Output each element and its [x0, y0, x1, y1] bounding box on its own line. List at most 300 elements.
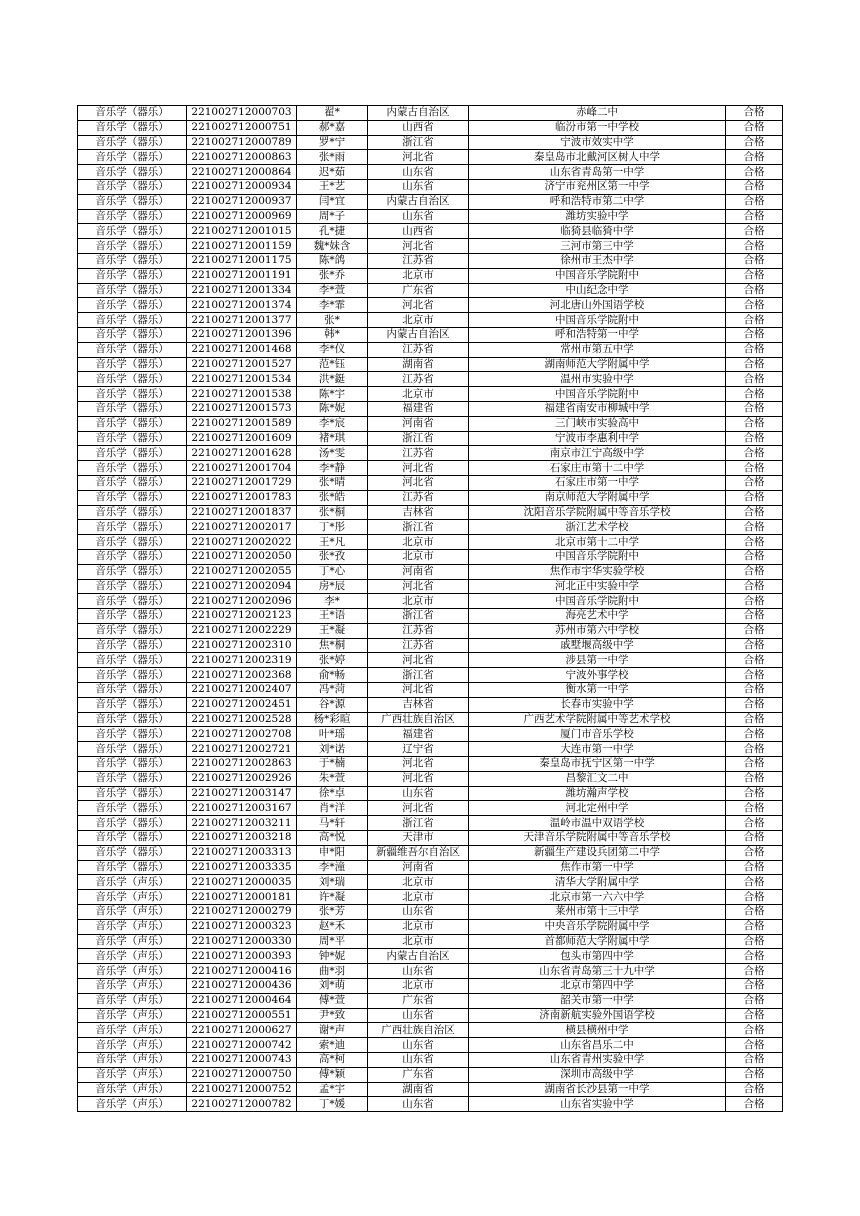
table-row: [78, 357, 783, 372]
result-cell: 合格: [726, 919, 783, 934]
major-cell: 音乐学（声乐）: [78, 949, 187, 964]
table-row: [78, 964, 783, 979]
major-cell: 音乐学（器乐）: [78, 520, 187, 535]
name-cell: 张*晴: [297, 475, 368, 490]
table-row: [78, 165, 783, 180]
school-cell: 临汾市第一中学校: [469, 120, 726, 135]
exam-id-cell: 221002712003335: [187, 860, 297, 875]
major-cell: 音乐学（器乐）: [78, 283, 187, 298]
name-cell: 褚*琪: [297, 431, 368, 446]
major-cell: 音乐学（器乐）: [78, 860, 187, 875]
name-cell: 赵*禾: [297, 919, 368, 934]
province-cell: 河北省: [368, 653, 469, 668]
table-row: [78, 1097, 783, 1112]
name-cell: 曲*羽: [297, 964, 368, 979]
school-cell: 赤峰二中: [469, 106, 726, 121]
school-cell: 河北唐山外国语学校: [469, 298, 726, 313]
result-cell: 合格: [726, 431, 783, 446]
name-cell: 张*婷: [297, 653, 368, 668]
school-cell: 衡水第一中学: [469, 683, 726, 698]
table-row: [78, 771, 783, 786]
province-cell: 浙江省: [368, 135, 469, 150]
major-cell: 音乐学（器乐）: [78, 727, 187, 742]
exam-id-cell: 221002712001538: [187, 387, 297, 402]
school-cell: 长春市实验中学: [469, 697, 726, 712]
province-cell: 江苏省: [368, 638, 469, 653]
province-cell: 广西壮族自治区: [368, 1023, 469, 1038]
school-cell: 南京市江宁高级中学: [469, 446, 726, 461]
table-row: [78, 845, 783, 860]
result-cell: 合格: [726, 520, 783, 535]
exam-id-cell: 221002712000789: [187, 135, 297, 150]
school-cell: 北京市第十二中学: [469, 535, 726, 550]
name-cell: 陈*妮: [297, 401, 368, 416]
name-cell: 王*艺: [297, 179, 368, 194]
table-row: [78, 535, 783, 550]
major-cell: 音乐学（器乐）: [78, 771, 187, 786]
exam-id-cell: 221002712001783: [187, 490, 297, 505]
school-cell: 清华大学附属中学: [469, 875, 726, 890]
table-row: [78, 742, 783, 757]
province-cell: 吉林省: [368, 505, 469, 520]
school-cell: 临猗县临猗中学: [469, 224, 726, 239]
result-cell: 合格: [726, 461, 783, 476]
school-cell: 北京市第四中学: [469, 979, 726, 994]
result-cell: 合格: [726, 1097, 783, 1112]
major-cell: 音乐学（器乐）: [78, 742, 187, 757]
result-cell: 合格: [726, 638, 783, 653]
exam-id-cell: 221002712003211: [187, 816, 297, 831]
name-cell: 洪*鋌: [297, 372, 368, 387]
result-cell: 合格: [726, 268, 783, 283]
province-cell: 河北省: [368, 298, 469, 313]
major-cell: 音乐学（器乐）: [78, 327, 187, 342]
province-cell: 浙江省: [368, 609, 469, 624]
major-cell: 音乐学（器乐）: [78, 387, 187, 402]
school-cell: 浙江艺术学校: [469, 520, 726, 535]
result-cell: 合格: [726, 683, 783, 698]
name-cell: 高*柯: [297, 1053, 368, 1068]
table-row: [78, 801, 783, 816]
name-cell: 钟*妮: [297, 949, 368, 964]
exam-id-cell: 221002712003147: [187, 786, 297, 801]
exam-id-cell: 221002712002096: [187, 594, 297, 609]
province-cell: 山西省: [368, 120, 469, 135]
school-cell: 宁波市李惠利中学: [469, 431, 726, 446]
exam-id-cell: 221002712001534: [187, 372, 297, 387]
table-row: [78, 979, 783, 994]
exam-id-cell: 221002712002017: [187, 520, 297, 535]
exam-id-cell: 221002712002407: [187, 683, 297, 698]
major-cell: 音乐学（声乐）: [78, 1097, 187, 1112]
school-cell: 秦皇岛市抚宁区第一中学: [469, 757, 726, 772]
province-cell: 北京市: [368, 919, 469, 934]
exam-id-cell: 221002712000627: [187, 1023, 297, 1038]
major-cell: 音乐学（器乐）: [78, 623, 187, 638]
table-row: [78, 1053, 783, 1068]
exam-id-cell: 221002712001334: [187, 283, 297, 298]
school-cell: 石家庄市第十二中学: [469, 461, 726, 476]
school-cell: 三河市第三中学: [469, 239, 726, 254]
school-cell: 莱州市第十三中学: [469, 905, 726, 920]
name-cell: 李*萱: [297, 283, 368, 298]
exam-id-cell: 221002712000393: [187, 949, 297, 964]
result-cell: 合格: [726, 623, 783, 638]
exam-id-cell: 221002712000323: [187, 919, 297, 934]
school-cell: 山东省昌乐二中: [469, 1038, 726, 1053]
school-cell: 山东省青州实验中学: [469, 1053, 726, 1068]
major-cell: 音乐学（器乐）: [78, 209, 187, 224]
province-cell: 广东省: [368, 993, 469, 1008]
exam-id-cell: 221002712002022: [187, 535, 297, 550]
result-cell: 合格: [726, 668, 783, 683]
exam-id-cell: 221002712001837: [187, 505, 297, 520]
result-cell: 合格: [726, 890, 783, 905]
exam-id-cell: 221002712002528: [187, 712, 297, 727]
exam-id-cell: 221002712001573: [187, 401, 297, 416]
result-cell: 合格: [726, 771, 783, 786]
major-cell: 音乐学（器乐）: [78, 165, 187, 180]
result-cell: 合格: [726, 697, 783, 712]
province-cell: 河北省: [368, 461, 469, 476]
exam-id-cell: 221002712002708: [187, 727, 297, 742]
table-row: [78, 490, 783, 505]
exam-id-cell: 221002712000279: [187, 905, 297, 920]
school-cell: 韶关市第一中学: [469, 993, 726, 1008]
province-cell: 吉林省: [368, 697, 469, 712]
result-cell: 合格: [726, 742, 783, 757]
province-cell: 河南省: [368, 416, 469, 431]
exam-id-cell: 221002712001589: [187, 416, 297, 431]
major-cell: 音乐学（器乐）: [78, 475, 187, 490]
major-cell: 音乐学（器乐）: [78, 683, 187, 698]
province-cell: 内蒙古自治区: [368, 327, 469, 342]
table-row: [78, 416, 783, 431]
result-cell: 合格: [726, 357, 783, 372]
school-cell: 徐州市王杰中学: [469, 253, 726, 268]
major-cell: 音乐学（器乐）: [78, 638, 187, 653]
table-row: [78, 313, 783, 328]
name-cell: 孟*宇: [297, 1082, 368, 1097]
table-row: [78, 106, 783, 121]
name-cell: 谷*源: [297, 697, 368, 712]
result-cell: 合格: [726, 416, 783, 431]
school-cell: 河北正中实验中学: [469, 579, 726, 594]
province-cell: 广西壮族自治区: [368, 712, 469, 727]
province-cell: 江苏省: [368, 623, 469, 638]
province-cell: 山东省: [368, 964, 469, 979]
exam-id-cell: 221002712002050: [187, 549, 297, 564]
result-cell: 合格: [726, 372, 783, 387]
school-cell: 焦作市宇华实验学校: [469, 564, 726, 579]
result-cell: 合格: [726, 993, 783, 1008]
school-cell: 山东省青岛第三十九中学: [469, 964, 726, 979]
table-row: [78, 934, 783, 949]
name-cell: 迟*茹: [297, 165, 368, 180]
province-cell: 河北省: [368, 801, 469, 816]
exam-id-cell: 221002712002310: [187, 638, 297, 653]
table-row: [78, 520, 783, 535]
name-cell: 张*桐: [297, 505, 368, 520]
major-cell: 音乐学（器乐）: [78, 253, 187, 268]
table-row: [78, 431, 783, 446]
school-cell: 石家庄市第一中学: [469, 475, 726, 490]
school-cell: 常州市第五中学: [469, 342, 726, 357]
result-cell: 合格: [726, 535, 783, 550]
result-cell: 合格: [726, 1038, 783, 1053]
name-cell: 陈*宇: [297, 387, 368, 402]
school-cell: 济南新航实验外国语学校: [469, 1008, 726, 1023]
province-cell: 河北省: [368, 150, 469, 165]
school-cell: 潍坊实验中学: [469, 209, 726, 224]
major-cell: 音乐学（器乐）: [78, 150, 187, 165]
province-cell: 北京市: [368, 890, 469, 905]
exam-id-cell: 221002712003313: [187, 845, 297, 860]
exam-id-cell: 221002712000969: [187, 209, 297, 224]
province-cell: 湖南省: [368, 357, 469, 372]
name-cell: 王*凡: [297, 535, 368, 550]
major-cell: 音乐学（器乐）: [78, 239, 187, 254]
exam-id-cell: 221002712001729: [187, 475, 297, 490]
school-cell: 山东省青岛第一中学: [469, 165, 726, 180]
major-cell: 音乐学（器乐）: [78, 564, 187, 579]
name-cell: 刘*萌: [297, 979, 368, 994]
major-cell: 音乐学（器乐）: [78, 298, 187, 313]
exam-id-cell: 221002712000464: [187, 993, 297, 1008]
major-cell: 音乐学（器乐）: [78, 372, 187, 387]
result-cell: 合格: [726, 298, 783, 313]
exam-id-cell: 221002712001468: [187, 342, 297, 357]
exam-id-cell: 221002712000703: [187, 106, 297, 121]
name-cell: 陈*鸽: [297, 253, 368, 268]
school-cell: 昌黎汇文二中: [469, 771, 726, 786]
result-cell: 合格: [726, 549, 783, 564]
province-cell: 山西省: [368, 224, 469, 239]
name-cell: 王*语: [297, 609, 368, 624]
major-cell: 音乐学（器乐）: [78, 461, 187, 476]
result-cell: 合格: [726, 1023, 783, 1038]
exam-id-cell: 221002712000743: [187, 1053, 297, 1068]
result-cell: 合格: [726, 179, 783, 194]
school-cell: 厦门市音乐学校: [469, 727, 726, 742]
exam-id-cell: 221002712001704: [187, 461, 297, 476]
exam-id-cell: 221002712001191: [187, 268, 297, 283]
table-row: [78, 179, 783, 194]
name-cell: 丁*彤: [297, 520, 368, 535]
table-row: [78, 1038, 783, 1053]
major-cell: 音乐学（器乐）: [78, 801, 187, 816]
exam-id-cell: 221002712001374: [187, 298, 297, 313]
province-cell: 北京市: [368, 549, 469, 564]
school-cell: 呼和浩特第一中学: [469, 327, 726, 342]
school-cell: 北京市第一六六中学: [469, 890, 726, 905]
major-cell: 音乐学（器乐）: [78, 579, 187, 594]
result-cell: 合格: [726, 609, 783, 624]
table-row: [78, 757, 783, 772]
exam-id-cell: 221002712002451: [187, 697, 297, 712]
name-cell: 孔*捷: [297, 224, 368, 239]
major-cell: 音乐学（器乐）: [78, 342, 187, 357]
name-cell: 高*悦: [297, 831, 368, 846]
major-cell: 音乐学（器乐）: [78, 313, 187, 328]
school-cell: 中山纪念中学: [469, 283, 726, 298]
exam-id-cell: 221002712002319: [187, 653, 297, 668]
name-cell: 傅*萱: [297, 993, 368, 1008]
major-cell: 音乐学（声乐）: [78, 890, 187, 905]
name-cell: 韩*: [297, 327, 368, 342]
school-cell: 湖南省长沙县第一中学: [469, 1082, 726, 1097]
name-cell: 叶*瑶: [297, 727, 368, 742]
school-cell: 天津音乐学院附属中等音乐学校: [469, 831, 726, 846]
table-row: [78, 727, 783, 742]
province-cell: 江苏省: [368, 490, 469, 505]
major-cell: 音乐学（声乐）: [78, 1038, 187, 1053]
province-cell: 广东省: [368, 283, 469, 298]
name-cell: 索*迪: [297, 1038, 368, 1053]
table-row: [78, 697, 783, 712]
table-row: [78, 1008, 783, 1023]
province-cell: 河北省: [368, 771, 469, 786]
exam-id-cell: 221002712000863: [187, 150, 297, 165]
school-cell: 中国音乐学院附中: [469, 549, 726, 564]
table-row: [78, 298, 783, 313]
table-row: [78, 505, 783, 520]
table-row: [78, 209, 783, 224]
table-row: [78, 579, 783, 594]
name-cell: 李*仪: [297, 342, 368, 357]
major-cell: 音乐学（器乐）: [78, 831, 187, 846]
result-cell: 合格: [726, 313, 783, 328]
province-cell: 北京市: [368, 594, 469, 609]
table-row: [78, 860, 783, 875]
name-cell: 魏*妹含: [297, 239, 368, 254]
exam-id-cell: 221002712000937: [187, 194, 297, 209]
table-row: [78, 786, 783, 801]
exam-id-cell: 221002712001175: [187, 253, 297, 268]
province-cell: 湖南省: [368, 1082, 469, 1097]
result-cell: 合格: [726, 875, 783, 890]
province-cell: 山东省: [368, 1038, 469, 1053]
exam-id-cell: 221002712000330: [187, 934, 297, 949]
school-cell: 包头市第四中学: [469, 949, 726, 964]
major-cell: 音乐学（声乐）: [78, 934, 187, 949]
result-cell: 合格: [726, 845, 783, 860]
school-cell: 济宁市兖州区第一中学: [469, 179, 726, 194]
result-cell: 合格: [726, 283, 783, 298]
name-cell: 刘*瑞: [297, 875, 368, 890]
school-cell: 沈阳音乐学院附属中等音乐学校: [469, 505, 726, 520]
school-cell: 福建省南安市柳城中学: [469, 401, 726, 416]
province-cell: 广东省: [368, 1067, 469, 1082]
province-cell: 北京市: [368, 268, 469, 283]
table-row: [78, 150, 783, 165]
result-cell: 合格: [726, 579, 783, 594]
province-cell: 河北省: [368, 475, 469, 490]
province-cell: 山东省: [368, 165, 469, 180]
school-cell: 焦作市第一中学: [469, 860, 726, 875]
name-cell: 张*雨: [297, 150, 368, 165]
name-cell: 王*凝: [297, 623, 368, 638]
name-cell: 朱*萱: [297, 771, 368, 786]
table-row: [78, 712, 783, 727]
school-cell: 宁波外事学校: [469, 668, 726, 683]
name-cell: 房*辰: [297, 579, 368, 594]
table-row: [78, 327, 783, 342]
major-cell: 音乐学（器乐）: [78, 224, 187, 239]
result-cell: 合格: [726, 757, 783, 772]
province-cell: 北京市: [368, 313, 469, 328]
exam-id-cell: 221002712000934: [187, 179, 297, 194]
result-cell: 合格: [726, 653, 783, 668]
table-row: [78, 372, 783, 387]
table-row: [78, 1082, 783, 1097]
name-cell: 郝*嘉: [297, 120, 368, 135]
exam-id-cell: 221002712000751: [187, 120, 297, 135]
result-cell: 合格: [726, 401, 783, 416]
table-row: [78, 239, 783, 254]
major-cell: 音乐学（声乐）: [78, 875, 187, 890]
exam-id-cell: 221002712002926: [187, 771, 297, 786]
major-cell: 音乐学（声乐）: [78, 1023, 187, 1038]
major-cell: 音乐学（器乐）: [78, 357, 187, 372]
result-cell: 合格: [726, 831, 783, 846]
province-cell: 北京市: [368, 387, 469, 402]
province-cell: 内蒙古自治区: [368, 194, 469, 209]
exam-id-cell: 221002712002055: [187, 564, 297, 579]
name-cell: 张*乔: [297, 268, 368, 283]
exam-id-cell: 221002712000750: [187, 1067, 297, 1082]
name-cell: 肖*洋: [297, 801, 368, 816]
province-cell: 山东省: [368, 1097, 469, 1112]
result-cell: 合格: [726, 1082, 783, 1097]
table-row: [78, 224, 783, 239]
school-cell: 三门峡市实验高中: [469, 416, 726, 431]
school-cell: 戚墅堰高级中学: [469, 638, 726, 653]
province-cell: 河南省: [368, 860, 469, 875]
province-cell: 北京市: [368, 875, 469, 890]
result-cell: 合格: [726, 253, 783, 268]
name-cell: 李*静: [297, 461, 368, 476]
table-row: [78, 653, 783, 668]
province-cell: 江苏省: [368, 446, 469, 461]
major-cell: 音乐学（声乐）: [78, 964, 187, 979]
name-cell: 张*芳: [297, 905, 368, 920]
table-row: [78, 387, 783, 402]
major-cell: 音乐学（声乐）: [78, 1008, 187, 1023]
table-row: [78, 549, 783, 564]
exam-id-cell: 221002712003167: [187, 801, 297, 816]
name-cell: 焦*桐: [297, 638, 368, 653]
name-cell: 张*孜: [297, 549, 368, 564]
major-cell: 音乐学（器乐）: [78, 668, 187, 683]
name-cell: 丁*媛: [297, 1097, 368, 1112]
province-cell: 江苏省: [368, 253, 469, 268]
result-cell: 合格: [726, 979, 783, 994]
exam-id-cell: 221002712002094: [187, 579, 297, 594]
name-cell: 申*阳: [297, 845, 368, 860]
province-cell: 山东省: [368, 209, 469, 224]
school-cell: 横县横州中学: [469, 1023, 726, 1038]
exam-id-cell: 221002712000181: [187, 890, 297, 905]
exam-id-cell: 221002712000742: [187, 1038, 297, 1053]
school-cell: 涉县第一中学: [469, 653, 726, 668]
major-cell: 音乐学（器乐）: [78, 446, 187, 461]
result-cell: 合格: [726, 564, 783, 579]
table-row: [78, 401, 783, 416]
exam-id-cell: 221002712001396: [187, 327, 297, 342]
province-cell: 浙江省: [368, 816, 469, 831]
table-row: [78, 609, 783, 624]
